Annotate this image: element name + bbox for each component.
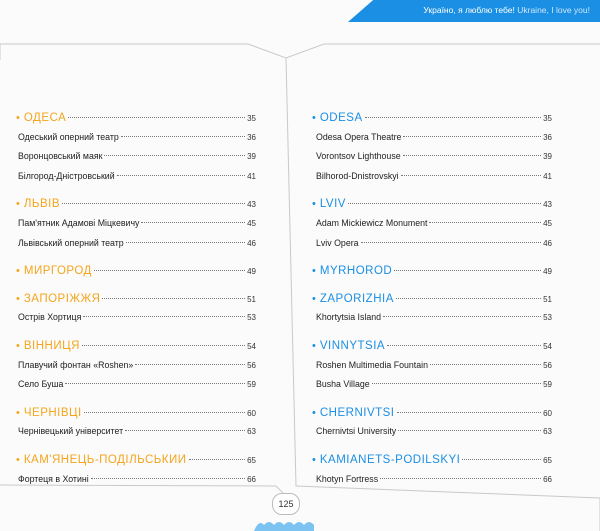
dot-leader xyxy=(94,270,245,271)
toc-entry[interactable] xyxy=(16,151,256,171)
bullet-icon: • xyxy=(16,292,20,305)
section-page-number: 65 xyxy=(247,455,256,465)
footer-wave-decoration xyxy=(254,519,344,531)
toc-entry[interactable] xyxy=(312,426,552,446)
bullet-icon: • xyxy=(16,339,20,352)
entry-title: Львівський оперний театр xyxy=(18,237,124,248)
section-title: CHERNIVTSI xyxy=(319,406,395,419)
section-title: ЧЕРНІВЦІ xyxy=(23,406,82,419)
section-page-number: 49 xyxy=(543,267,552,277)
entry-title: Фортеця в Хотині xyxy=(18,473,89,484)
toc-section-header[interactable] xyxy=(16,293,256,313)
dot-leader xyxy=(83,316,245,317)
toc-section xyxy=(16,293,256,332)
toc-entry[interactable] xyxy=(312,238,552,258)
page-number: 125 xyxy=(272,493,300,515)
bullet-icon: • xyxy=(312,198,316,211)
bullet-icon: • xyxy=(16,453,20,466)
bullet-icon: • xyxy=(16,112,20,124)
section-page-number: 65 xyxy=(543,455,552,465)
toc-entry[interactable] xyxy=(312,132,552,152)
dot-leader xyxy=(102,298,245,299)
entry-title: Vorontsov Lighthouse xyxy=(316,151,401,162)
section-title: VINNYTSIA xyxy=(319,339,386,352)
bullet-icon: • xyxy=(16,198,20,211)
banner-text-en: Ukraine, I love you! xyxy=(517,5,590,15)
toc-section xyxy=(16,112,256,190)
section-title: LVIV xyxy=(319,198,346,211)
toc-section xyxy=(312,293,552,332)
dot-leader xyxy=(365,117,541,118)
dot-leader xyxy=(348,203,541,204)
toc-section xyxy=(16,407,256,446)
section-page-number: 35 xyxy=(247,114,256,123)
section-page-number: 43 xyxy=(543,200,552,210)
toc-section-header[interactable] xyxy=(16,198,256,218)
toc-entry[interactable] xyxy=(16,132,256,152)
section-title: ЗАПОРІЖЖЯ xyxy=(23,292,101,305)
entry-title: Khotyn Fortress xyxy=(316,473,379,484)
toc-entry[interactable] xyxy=(16,238,256,258)
entry-page-number: 63 xyxy=(247,427,256,437)
banner-text-ua: Україно, я люблю тебе! xyxy=(423,5,515,15)
toc-section xyxy=(16,454,256,493)
dot-leader xyxy=(372,383,541,384)
toc-entry[interactable] xyxy=(16,312,256,332)
toc-section xyxy=(16,198,256,257)
dot-leader xyxy=(117,175,245,176)
toc-entry[interactable] xyxy=(16,360,256,380)
toc-entry[interactable] xyxy=(312,379,552,399)
entry-page-number: 59 xyxy=(247,380,256,390)
section-title: ОДЕСА xyxy=(23,112,67,124)
dot-leader xyxy=(189,459,246,460)
dot-leader xyxy=(429,222,541,223)
toc-entry[interactable] xyxy=(312,312,552,332)
section-title: ВІННИЦЯ xyxy=(23,339,80,352)
dot-leader xyxy=(84,412,245,413)
dot-leader xyxy=(141,222,245,223)
dot-leader xyxy=(397,412,542,413)
entry-page-number: 66 xyxy=(247,474,256,484)
bullet-icon: • xyxy=(312,339,316,352)
dot-leader xyxy=(462,459,541,460)
section-page-number: 49 xyxy=(247,267,256,277)
entry-page-number: 39 xyxy=(247,152,256,162)
entry-page-number: 41 xyxy=(543,171,552,181)
entry-title: Bilhorod-Dnistrovskyi xyxy=(316,170,399,181)
dot-leader xyxy=(82,345,245,346)
entry-title: Острів Хортиця xyxy=(18,312,82,323)
toc-section-header[interactable] xyxy=(16,112,256,132)
entry-title: Odesa Opera Theatre xyxy=(316,131,402,142)
entry-title: Пам'ятник Адамові Міцкевичу xyxy=(18,217,140,228)
entry-title: Roshen Multimedia Fountain xyxy=(316,359,428,370)
toc-entry[interactable] xyxy=(16,426,256,446)
bullet-icon: • xyxy=(312,265,316,278)
bullet-icon: • xyxy=(312,453,316,466)
toc-entry[interactable] xyxy=(312,360,552,380)
dot-leader xyxy=(104,155,245,156)
dot-leader xyxy=(125,430,245,431)
toc-entry[interactable] xyxy=(312,474,552,494)
section-page-number: 51 xyxy=(247,294,256,304)
dot-leader xyxy=(403,136,541,137)
dot-leader xyxy=(383,316,541,317)
toc-section-header[interactable] xyxy=(16,454,256,474)
section-title: ЛЬВІВ xyxy=(23,198,60,211)
entry-page-number: 63 xyxy=(543,427,552,437)
toc-section-header[interactable] xyxy=(312,112,552,132)
entry-page-number: 36 xyxy=(247,132,256,142)
entry-title: Білгород-Дністровський xyxy=(18,170,115,181)
toc-section-header[interactable] xyxy=(312,407,552,427)
toc-section-header[interactable] xyxy=(312,293,552,313)
dot-leader xyxy=(430,364,541,365)
toc-section xyxy=(312,198,552,257)
section-page-number: 54 xyxy=(247,341,256,351)
bullet-icon: • xyxy=(312,112,316,124)
section-title: MYRHOROD xyxy=(319,265,393,278)
toc-entry[interactable] xyxy=(16,218,256,238)
section-page-number: 60 xyxy=(247,408,256,418)
dot-leader xyxy=(387,345,541,346)
dot-leader xyxy=(380,478,541,479)
section-title: КАМ'ЯНЕЦЬ-ПОДІЛЬСЬКИЙ xyxy=(23,453,187,466)
dot-leader xyxy=(394,270,541,271)
toc-section-header[interactable] xyxy=(312,265,552,285)
dot-leader xyxy=(403,155,541,156)
toc-entry[interactable] xyxy=(16,171,256,191)
toc-column-ukrainian xyxy=(16,112,256,501)
toc-section xyxy=(312,340,552,399)
entry-title: Воронцовський маяк xyxy=(18,151,103,162)
toc-section xyxy=(312,407,552,446)
bullet-icon: • xyxy=(16,406,20,419)
section-page-number: 35 xyxy=(543,114,552,123)
entry-page-number: 53 xyxy=(247,313,256,323)
toc-section-header[interactable] xyxy=(16,265,256,285)
entry-page-number: 56 xyxy=(543,360,552,370)
dot-leader xyxy=(62,203,245,204)
toc-section-header[interactable] xyxy=(312,454,552,474)
entry-title: Busha Village xyxy=(316,379,370,390)
toc-entry[interactable] xyxy=(312,151,552,171)
dot-leader xyxy=(91,478,245,479)
dot-leader xyxy=(121,136,245,137)
section-title: KAMIANETS-PODILSKYI xyxy=(319,453,461,466)
toc-section xyxy=(312,265,552,285)
toc-section-header[interactable] xyxy=(16,407,256,427)
toc-section xyxy=(312,454,552,493)
entry-page-number: 45 xyxy=(247,218,256,228)
toc-entry[interactable] xyxy=(312,171,552,191)
toc-section xyxy=(16,265,256,285)
toc-entry[interactable] xyxy=(16,474,256,494)
dot-leader xyxy=(401,175,541,176)
entry-page-number: 46 xyxy=(543,238,552,248)
bullet-icon: • xyxy=(16,265,20,278)
entry-title: Чернівецький університет xyxy=(18,426,124,437)
section-page-number: 43 xyxy=(247,200,256,210)
section-page-number: 54 xyxy=(543,341,552,351)
dot-leader xyxy=(126,242,245,243)
dot-leader xyxy=(361,242,542,243)
entry-title: Село Буша xyxy=(18,379,64,390)
dot-leader xyxy=(135,364,245,365)
entry-page-number: 66 xyxy=(543,474,552,484)
toc-entry[interactable] xyxy=(16,379,256,399)
toc-section xyxy=(16,340,256,399)
entry-page-number: 41 xyxy=(247,171,256,181)
entry-page-number: 39 xyxy=(543,152,552,162)
entry-title: Khortytsia Island xyxy=(316,312,382,323)
banner-text xyxy=(423,5,590,15)
toc-entry[interactable] xyxy=(312,218,552,238)
toc-section-header[interactable] xyxy=(312,198,552,218)
entry-title: Плавучий фонтан «Roshen» xyxy=(18,359,134,370)
bullet-icon: • xyxy=(312,406,316,419)
section-title: ODESA xyxy=(319,112,363,124)
toc-column-english xyxy=(312,112,552,501)
toc-section xyxy=(312,112,552,190)
section-title: ZAPORIZHIA xyxy=(319,292,394,305)
entry-page-number: 56 xyxy=(247,360,256,370)
entry-page-number: 46 xyxy=(247,238,256,248)
toc-section-header[interactable] xyxy=(16,340,256,360)
dot-leader xyxy=(398,430,541,431)
dot-leader xyxy=(68,117,245,118)
entry-title: Chernivtsi University xyxy=(316,426,397,437)
bullet-icon: • xyxy=(312,292,316,305)
entry-page-number: 45 xyxy=(543,218,552,228)
entry-page-number: 53 xyxy=(543,313,552,323)
section-page-number: 60 xyxy=(543,408,552,418)
entry-page-number: 36 xyxy=(543,132,552,142)
entry-title: Одеський оперний театр xyxy=(18,131,119,142)
entry-title: Adam Mickiewicz Monument xyxy=(316,217,428,228)
toc-section-header[interactable] xyxy=(312,340,552,360)
dot-leader xyxy=(396,298,541,299)
section-title: МИРГОРОД xyxy=(23,265,92,278)
entry-title: Lviv Opera xyxy=(316,237,359,248)
entry-page-number: 59 xyxy=(543,380,552,390)
section-page-number: 51 xyxy=(543,294,552,304)
dot-leader xyxy=(65,383,245,384)
